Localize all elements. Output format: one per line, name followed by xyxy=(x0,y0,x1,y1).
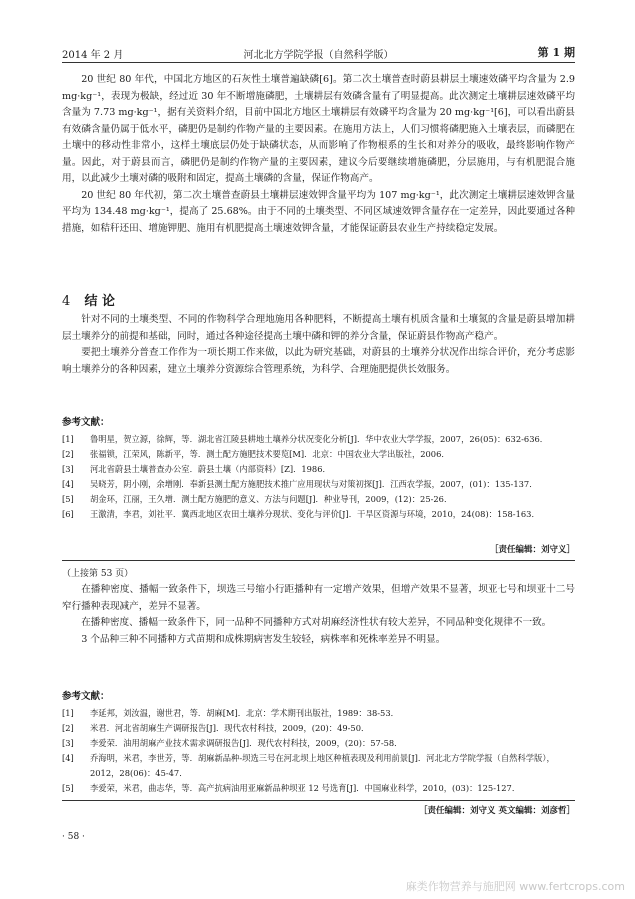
reference-item: [1] 鲁明星，贺立源，徐辉，等．湖北省江陵县耕地土壤养分状况变化分析[J]．华中农业大学学报，2007，26(05)：632-636． xyxy=(62,434,549,444)
continuation-paragraph-2: 在播种密度、播幅一致条件下，同一品种不同播种方式对胡麻经济性状有较大差异，不同品种变化规律不一致。 xyxy=(81,617,552,628)
header-journal: 河北北方学院学报（自然科学版） xyxy=(243,50,394,61)
section-title: 结 论 xyxy=(84,294,116,309)
continuation-body xyxy=(62,582,575,648)
running-header xyxy=(62,44,575,60)
article-divider-2 xyxy=(62,800,575,801)
conclusion-paragraph-2: 要把土壤养分普查工作作为一项长期工作来做，以此为研究基础，对蔚县的土壤养分状况作出综合评价，充分考虑影响土壤养分的各种因素，建立土壤养分资源综合管理系统，为科学、合理施肥提供长效服务。 xyxy=(62,347,575,375)
header-rule xyxy=(62,62,575,63)
section-heading xyxy=(62,290,115,309)
section-a-body xyxy=(62,72,575,237)
continuation-paragraph-3: 3 个品种三种不同播种方式苗期和成株期病害发生较轻，病株率和死株率差异不明显。 xyxy=(81,633,446,645)
reference-item: [1] 李延邦，刘汝温，谢世君，等．胡麻[M]．北京：学术期刊出版社，1989：38-53． xyxy=(62,708,399,718)
section-number: 4 xyxy=(62,294,71,309)
reference-item: [5] 胡金环，江丽，王久增．测土配方施肥的意义、方法与问题[J]．种业导刊，2009，(12)：25-26． xyxy=(62,494,453,504)
reference-item: [3] 河北省蔚县土壤普查办公室．蔚县土壤（内部资料）[Z]．1986． xyxy=(62,464,331,474)
paragraph-potassium: 20 世纪 80 年代初，第二次土壤普查蔚县土壤耕层速效钾含量平均为 107 mg·kg⁻¹，此次测定土壤耕层速效钾含量平均为 134.48 mg·kg⁻¹，提高了 25.68%。由于不同的土壤类型、不同区域速效钾含量存在一定差异，因此要通过各种措施，如秸秆还田、增施钾肥、施用有机肥提高土壤速效钾含量，才能保证蔚县农业生产持续稳定发展。 xyxy=(62,189,575,234)
header-issue: 第 1 期 xyxy=(537,46,575,59)
watermark-text: 麻类作物营养与施肥网 www.fertcrops.com xyxy=(405,880,625,893)
reference-item: [2] 张福锁，江荣风，陈新平，等．测土配方施肥技术要览[M]．北京：中国农业大学出版社，2006． xyxy=(62,449,450,459)
editor-credit: ［责任编辑：刘守义］ xyxy=(489,545,575,555)
article-divider xyxy=(62,560,575,561)
references-list-2 xyxy=(62,706,575,796)
reference-item: [5] 李爱荣，米君，曲志华，等．高产抗病油用亚麻新品种坝亚 12 号选育[J]．中国麻业科学，2010，(03)：125-127． xyxy=(62,783,521,793)
page-number: · 58 · xyxy=(62,832,85,842)
reference-item: [2] 米君．河北省胡麻生产调研报告[J]．现代农村科技，2009，(20)：49-50． xyxy=(62,723,370,733)
editor-credit-2: ［责任编辑：刘守义 英文编辑：刘彦哲］ xyxy=(419,806,575,816)
reference-item: [4] 乔海明，米君，李世芳，等．胡麻新品种-坝选三号在河北坝上地区种植表现及利用前景[J]．河北北方学院学报（自然科学版），2012，28(06)：45-47． xyxy=(62,753,555,778)
paragraph-phosphorus: 20 世纪 80 年代，中国北方地区的石灰性土壤普遍缺磷[6]。第二次土壤普查时蔚县耕层土壤速效磷平均含量为 2.9 mg·kg⁻¹，表现为极缺，经过近 30 年不断增施磷肥，土壤耕层有效磷含量有了明显提高。此次测定土壤耕层速效磷平均含量为 7.73 mg·kg⁻¹，据有关资料介绍，目前中国北方地区土壤耕层有效磷平均含量为 20 mg·kg⁻¹[6]，可以看出蔚县有效磷含量仍属于低水平，磷肥仍是制约作物产量的主要因素。在施用方法上，人们习惯将磷肥施入土壤表层，而磷肥在土壤中的移动性非常小，这样土壤底层仍处于缺磷状态，从而影响了作物根系的生长和对养分的吸收，最终影响作物产量。因此，对于蔚县而言，磷肥仍是制约作物产量的主要因素，建议今后要继续增施磷肥，分层施用，与有机肥混合施用，以此减少土壤对磷的吸附和固定，提高土壤磷的含量，保证作物高产。 xyxy=(62,74,575,184)
reference-item: [4] 吴晓芳，阴小刚，余增刚．奉新县测土配方施肥技术推广应用现状与对策初探[J]．江西农学报，2007，(01)：135-137． xyxy=(62,479,538,489)
references-heading: 参考文献： xyxy=(62,417,110,428)
reference-item: [6] 王激清，李君，刘社平．冀西北地区农田土壤养分现状、变化与评价[J]．干旱区资源与环境，2010，24(08)：158-163． xyxy=(62,509,540,519)
conclusion-paragraph-1: 针对不同的土壤类型、不同的作物科学合理地施用各种肥料，不断提高土壤有机质含量和土壤氮的含量是蔚县增加耕层土壤养分的前提和基础，同时，通过各种途径提高土壤中磷和钾的养分含量，保证蔚县作物高产稳产。 xyxy=(62,314,575,342)
continuation-label: （上接第 53 页） xyxy=(62,569,134,579)
continuation-paragraph-1: 在播种密度、播幅一致条件下，坝选三号缩小行距播种有一定增产效果，但增产效果不显著，坝亚七号和坝亚十二号窄行播种表现减产，差异不显著。 xyxy=(62,584,575,612)
reference-item: [3] 李爱荣．油用胡麻产业技术需求调研报告[J]．现代农村科技，2009，(20)：57-58． xyxy=(62,738,403,748)
references-heading-2: 参考文献： xyxy=(62,691,110,702)
header-date: 2014 年 2 月 xyxy=(62,50,124,61)
references-list xyxy=(62,432,575,522)
conclusion-body xyxy=(62,312,575,378)
